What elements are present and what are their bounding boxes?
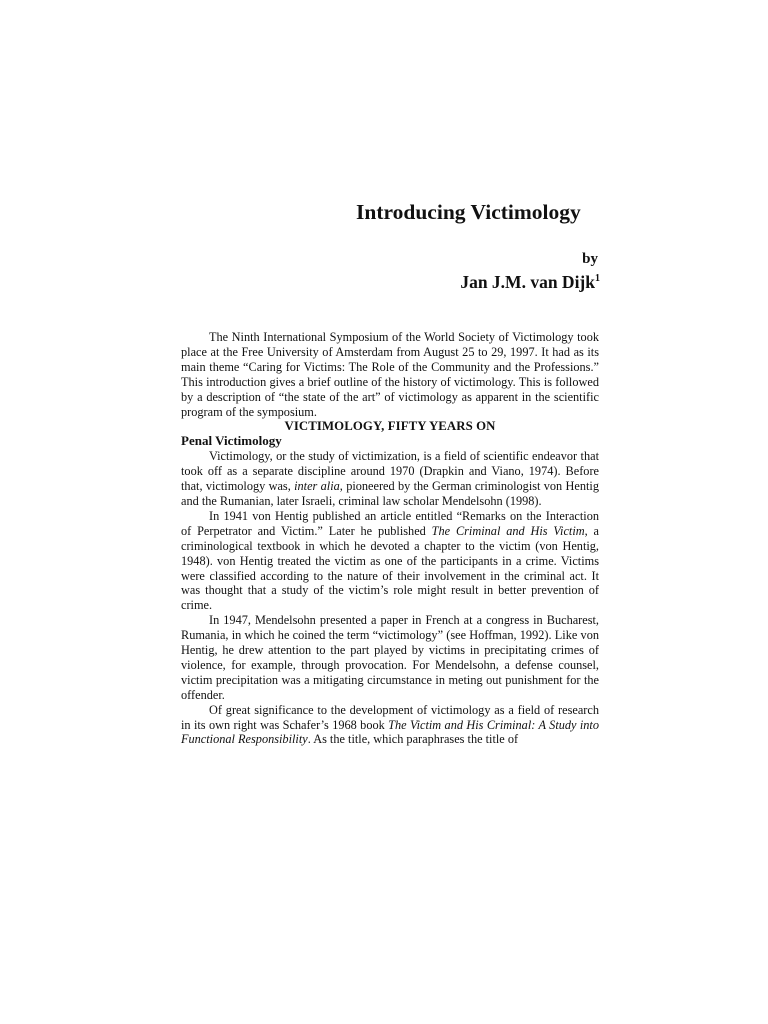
paragraph-2-text-b: , a criminological textbook in which he devoted a chapter to the victim (von Hentig, 1948). von Hentig treated the victim as one of the participants in a crime. Victims were classified according to the nature of their involvement in the criminal act. It was thought that a study of the victim’s role might result in better prevention of crime. [181, 523, 600, 613]
paragraph-2-text-a: In 1941 von Hentig published an article entitled “Remarks on the Interaction of Perpetrator and Victim.” Later he published [181, 508, 599, 538]
document-title: Introducing Victimology [356, 200, 581, 224]
paragraph-2 [181, 509, 599, 613]
paragraph-1-text-b: , pioneered by the German criminologist von Hentig and the Rumanian, later Israeli, criminal law scholar Mendelsohn (1998). [181, 479, 599, 508]
paragraph-3: In 1947, Mendelsohn presented a paper in French at a congress in Bucharest, Rumania, in which he coined the term “victimology” (see Hoffman, 1992). Like von Hentig, he drew attention to the part played by victims in precipitating crimes of violence, for example, through provocation. For Mendelsohn, a defense counsel, victim precipitation was a mitigating circumstance in meting out punishment for the offender. [181, 613, 599, 702]
author-name-text: Jan J.M. van Dijk [460, 272, 595, 292]
paragraph-1-text-a: Victimology, or the study of victimization, is a field of scientific endeavor that took off as a separate discipline around 1970 (Drapkin and Viano, 1974). Before that, victimology was, [181, 449, 599, 494]
paragraph-4 [181, 703, 599, 748]
author-name [460, 272, 600, 293]
paragraph-1-emphasis: inter alia [294, 479, 340, 494]
paragraph-1 [181, 449, 599, 509]
section-heading: VICTIMOLOGY, FIFTY YEARS ON [284, 419, 496, 434]
byline: by [582, 251, 598, 267]
author-footnote-marker: 1 [595, 273, 600, 285]
subheading: Penal Victimology [181, 433, 282, 449]
paragraph-2-emphasis: The Criminal and His Victim [431, 523, 585, 538]
paragraph-4-text-a: Of great significance to the development of victimology as a field of research in its own right was Schafer’s 1968 book [181, 702, 599, 732]
paragraph-4-text-b: . As the title, which paraphrases the title of [307, 732, 519, 747]
paragraph-4-emphasis: The Victim and His Criminal: A Study into Functional Responsibility [181, 717, 599, 747]
document-body [181, 330, 599, 747]
intro-paragraph: The Ninth International Symposium of the World Society of Victimology took place at the Free University of Amsterdam from August 25 to 29, 1997. It had as its main theme “Caring for Victims: The Role of the Community and the Professions.” This introduction gives a brief outline of the history of victimology. This is followed by a description of “the state of the art” of victimology as apparent in the scientific program of the symposium. [181, 330, 599, 419]
